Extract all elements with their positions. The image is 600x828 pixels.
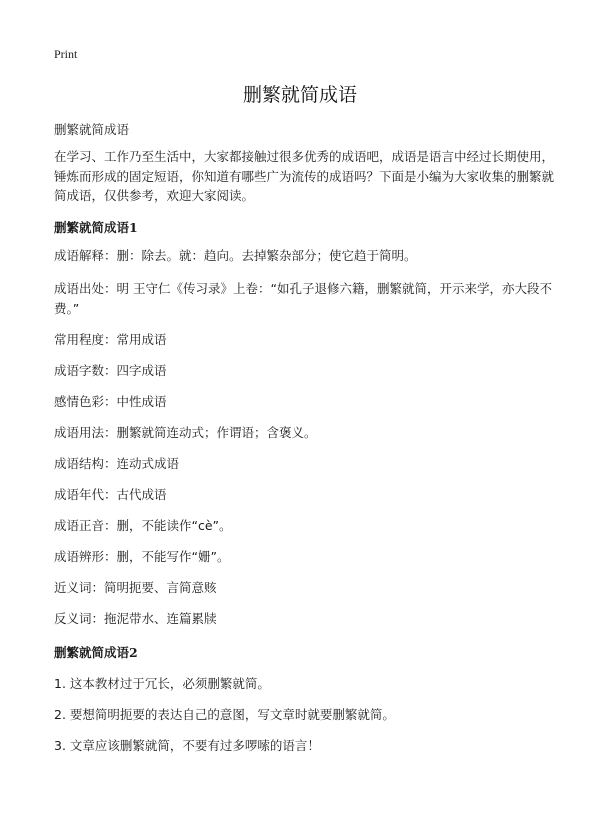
idiom-explanation: 成语解释：删：除去。就：趋向。去掉繁杂部分；使它趋于简明。 bbox=[54, 248, 417, 263]
idiom-structure: 成语结构：连动式成语 bbox=[54, 456, 180, 471]
page-subtitle: 删繁就简成语 bbox=[54, 122, 130, 137]
idiom-pronunciation: 成语正音：删，不能读作“cè”。 bbox=[54, 518, 232, 533]
intro-paragraph: 在学习、工作乃至生活中，大家都接触过很多优秀的成语吧，成语是语言中经过长期使用，锤炼而形成的固定短语，你知道有哪些广为流传的成语吗？下面是小编为大家收集的删繁就简成语，仅供参考，欢迎大家阅读。 bbox=[54, 149, 555, 203]
idiom-form: 成语辨形：删，不能写作“姗”。 bbox=[54, 549, 230, 564]
section2-heading: 删繁就简成语2 bbox=[54, 645, 138, 660]
idiom-character-count: 成语字数：四字成语 bbox=[54, 363, 167, 378]
idiom-era: 成语年代：古代成语 bbox=[54, 487, 167, 502]
print-link[interactable]: Print bbox=[54, 47, 78, 61]
idiom-sentiment: 感情色彩：中性成语 bbox=[54, 394, 167, 409]
example-sentence: 2. 要想简明扼要的表达自己的意图，写文章时就要删繁就简。 bbox=[54, 707, 395, 722]
idiom-source: 成语出处：明 王守仁《传习录》上卷：“如孔子退修六籍，删繁就简，开示来学，亦大段不费。” bbox=[54, 281, 552, 316]
idiom-usage-frequency: 常用程度：常用成语 bbox=[54, 332, 167, 347]
example-sentence: 1. 这本教材过于冗长，必须删繁就简。 bbox=[54, 676, 270, 691]
idiom-antonyms: 反义词：拖泥带水、连篇累牍 bbox=[54, 611, 217, 626]
idiom-usage: 成语用法：删繁就简连动式；作谓语；含褒义。 bbox=[54, 425, 317, 440]
section1-heading: 删繁就简成语1 bbox=[54, 220, 138, 235]
page-title: 删繁就简成语 bbox=[242, 84, 357, 106]
example-sentence: 3. 文章应该删繁就简，不要有过多啰嗦的语言！ bbox=[54, 738, 320, 753]
idiom-synonyms: 近义词：简明扼要、言简意赅 bbox=[54, 580, 217, 595]
